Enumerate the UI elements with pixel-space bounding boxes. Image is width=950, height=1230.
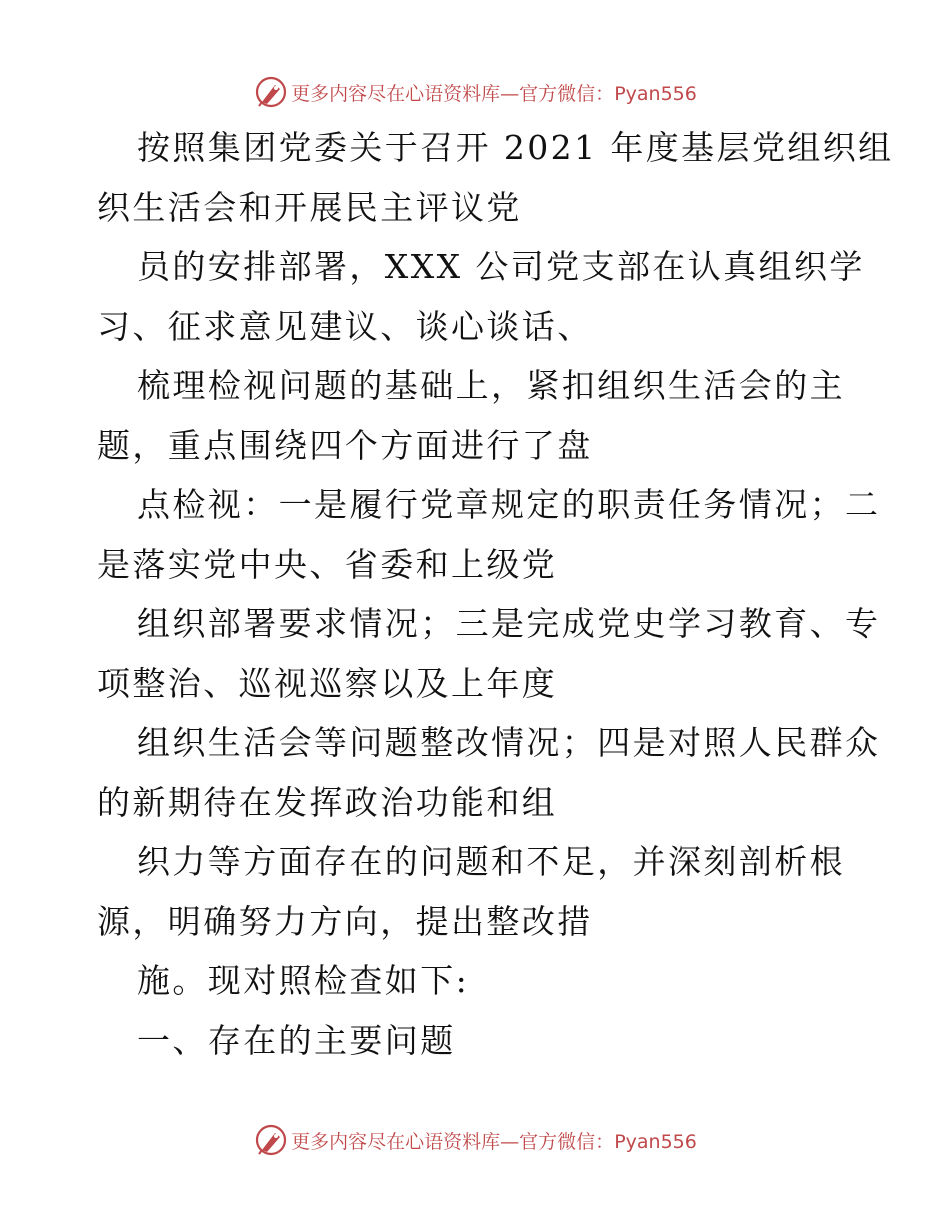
header-watermark-banner [0, 72, 950, 112]
body-line: 施。现对照检查如下: [137, 961, 470, 1000]
header-separator: — [500, 82, 520, 105]
body-line: 项整治、巡视巡察以及上年度 [97, 663, 558, 703]
section-heading: 一、存在的主要问题 [137, 1020, 456, 1060]
body-line: 织力等方面存在的问题和不足，并深刻剖析根 [137, 842, 845, 881]
header-site-text: 更多内容尽在心语资料库 [291, 82, 501, 105]
body-line: 组织部署要求情况；三是完成党史学习教育、专 [137, 604, 881, 643]
footer-watermark-text [291, 1127, 697, 1154]
body-line: 源，明确努力方向，提出整改措 [97, 901, 593, 941]
pen-nib-circle-logo-icon [253, 1122, 289, 1158]
footer-handle: Pyan556 [614, 1130, 697, 1153]
footer-separator: — [500, 1130, 520, 1153]
body-line: 题，重点围绕四个方面进行了盘 [97, 425, 593, 465]
body-line: 按照集团党委关于召开 2021 年度基层党组织组 [137, 128, 894, 167]
body-line: 是落实党中央、省委和上级党 [97, 544, 558, 584]
header-contact-text: 官方微信： [519, 82, 615, 105]
body-line: 习、征求意见建议、谈心谈话、 [97, 306, 593, 346]
body-line: 员的安排部署，XXX 公司党支部在认真组织学 [137, 247, 865, 286]
footer-contact-text: 官方微信： [519, 1130, 615, 1153]
header-handle: Pyan556 [614, 82, 697, 105]
header-watermark-text [291, 79, 697, 106]
footer-site-text: 更多内容尽在心语资料库 [291, 1130, 501, 1153]
pen-nib-circle-logo-icon [253, 74, 289, 110]
footer-watermark-banner [0, 1120, 950, 1160]
body-line: 织生活会和开展民主评议党 [97, 187, 522, 227]
body-line: 梳理检视问题的基础上，紧扣组织生活会的主 [137, 366, 845, 405]
body-line: 的新期待在发挥政治功能和组 [97, 782, 558, 822]
body-line: 点检视：一是履行党章规定的职责任务情况；二 [137, 485, 881, 524]
body-line: 组织生活会等问题整改情况；四是对照人民群众 [137, 723, 881, 762]
document-body [97, 118, 894, 1070]
